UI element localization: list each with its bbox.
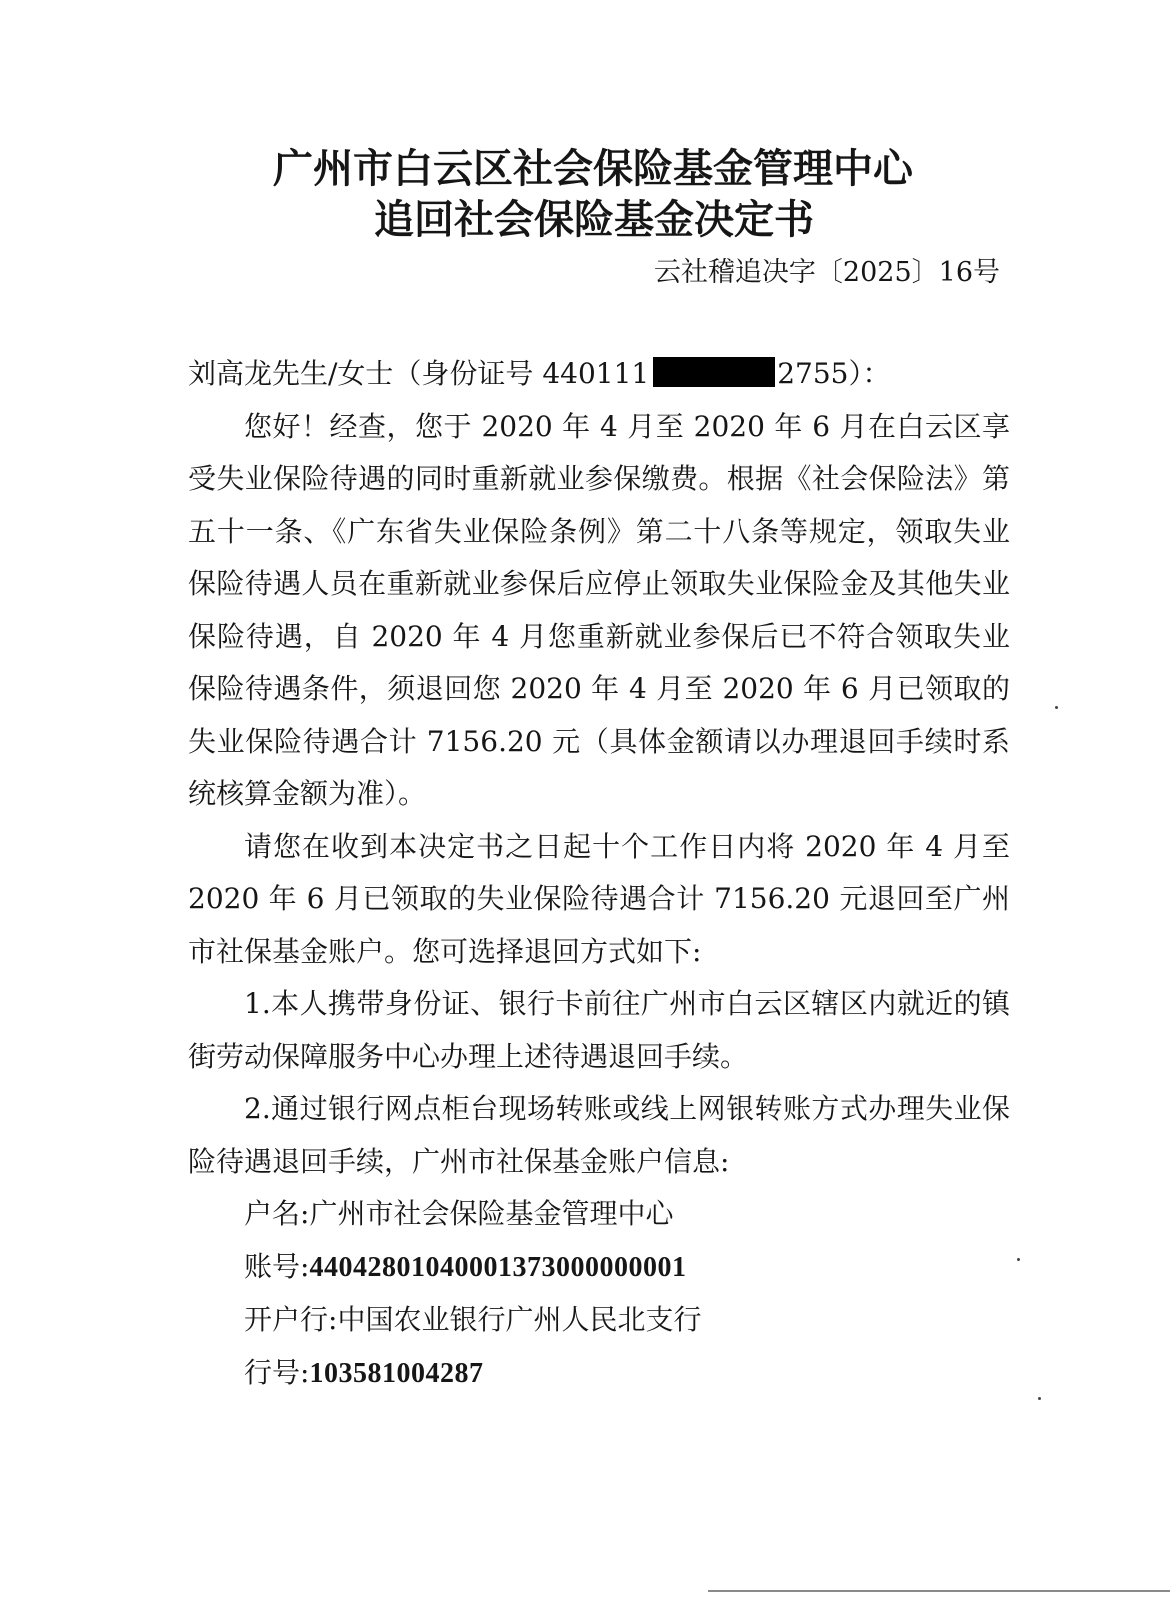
account-number-value: 44042801040001373000000001 [309, 1251, 687, 1283]
scan-edge-line [708, 1590, 1170, 1592]
account-number-label: 账号: [244, 1249, 310, 1283]
account-number-row [188, 1241, 1010, 1295]
paragraph-findings: 您好！经查，您于 2020 年 4 月至 2020 年 6 月在白云区享受失业保险待遇的同时重新就业参保缴费。根据《社会保险法》第五十一条、《广东省失业保险条例》第二十八条等规定，领取失业保险待遇人员在重新就业参保后应停止领取失业保险金及其他失业保险待遇，自 2020 年 4 月您重新就业参保后已不符合领取失业保险待遇条件，须退回您 2020 年 4 月至 2020 年 6 月已领取的失业保险待遇合计 7156.20 元（具体金额请以办理退回手续时系统核算金额为准）。 [188, 409, 1010, 810]
scan-speck [1055, 706, 1058, 709]
document-body [188, 348, 1010, 1400]
id-suffix: 2755）： [777, 357, 891, 390]
document-title-line2: 追回社会保险基金决定书 [374, 196, 814, 243]
account-name-value: 广州市社会保险基金管理中心 [309, 1197, 674, 1230]
document-title-line1: 广州市白云区社会保险基金管理中心 [273, 145, 913, 192]
scan-speck [1038, 1397, 1041, 1400]
account-code-label: 行号: [244, 1355, 310, 1389]
recipient-name: 刘高龙先生/女士（身份证号 440111 [188, 357, 650, 390]
document-number: 云社稽追决字〔2025〕16号 [653, 257, 1000, 288]
account-bank-row [188, 1294, 1010, 1347]
account-bank-value: 中国农业银行广州人民北支行 [337, 1303, 702, 1336]
account-bank-label: 开户行: [244, 1303, 338, 1336]
account-name-label: 户名: [244, 1197, 310, 1230]
paragraph-request: 请您在收到本决定书之日起十个工作日内将 2020 年 4 月至 2020 年 6 月已领取的失业保险待遇合计 7156.20 元退回至广州市社保基金账户。您可选择退回方式如下: [188, 829, 1010, 968]
account-code-row [188, 1347, 1010, 1401]
scan-speck [1017, 1258, 1020, 1261]
paragraph-option-2: 2.通过银行网点柜台现场转账或线上网银转账方式办理失业保险待遇退回手续，广州市社保基金账户信息: [188, 1092, 1010, 1178]
account-code-value: 103581004287 [309, 1357, 484, 1389]
paragraph-option-1: 1.本人携带身份证、银行卡前往广州市白云区辖区内就近的镇街劳动保障服务中心办理上述待遇退回手续。 [188, 987, 1010, 1073]
redaction-bar [653, 357, 775, 387]
account-name-row [188, 1188, 1010, 1241]
salutation [188, 348, 1010, 401]
